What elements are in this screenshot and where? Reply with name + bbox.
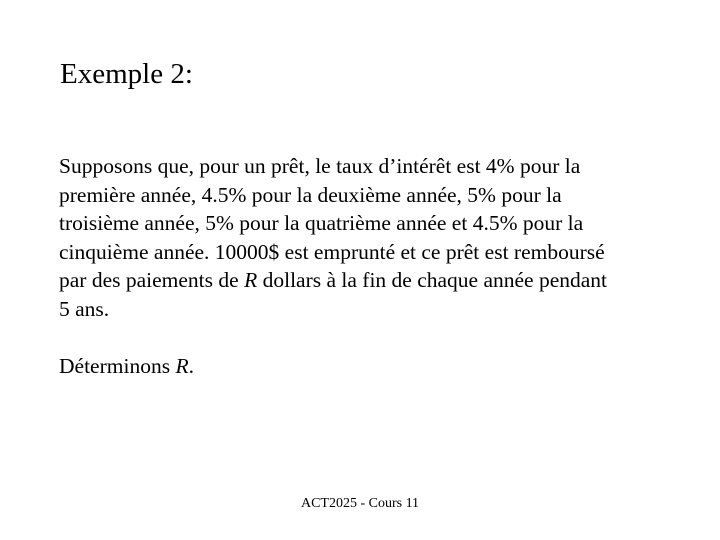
slide-body [59, 152, 684, 380]
slide-title: Exemple 2: [60, 58, 193, 90]
problem-line: Supposons que, pour un prêt, le taux d’intérêt est 4% pour la [59, 154, 581, 178]
problem-line: 5 ans. [59, 296, 110, 321]
problem-statement [59, 152, 684, 323]
question: Déterminons R. [59, 353, 194, 378]
problem-line: par des paiements de R dollars à la fin de chaque année pendant [59, 268, 608, 292]
problem-line: cinquième année. 10000$ est emprunté et ce prêt est remboursé [59, 239, 605, 264]
variable-r: R [244, 268, 258, 292]
problem-line: troisième année, 5% pour la quatrième année et 4.5% pour la [59, 211, 584, 235]
problem-line: première année, 4.5% pour la deuxième année, 5% pour la [59, 182, 562, 207]
slide-footer: ACT2025 - Cours 11 [300, 496, 420, 511]
variable-r: R [175, 353, 189, 378]
